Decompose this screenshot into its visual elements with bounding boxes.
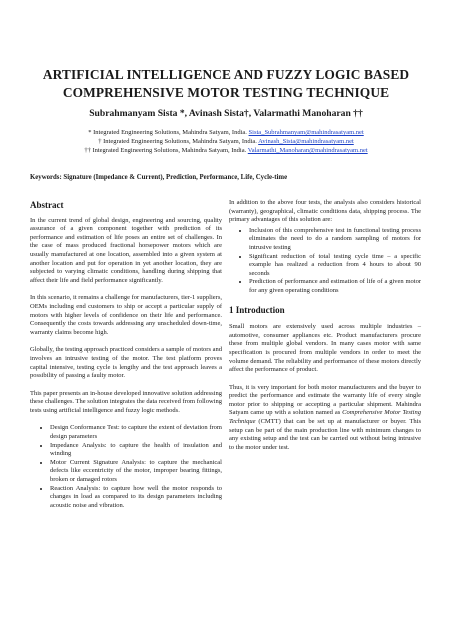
list-item: • Impedance Analysis: to capture the health of insulation and winding [50, 442, 222, 459]
affiliation-text: Integrated Engineering Solutions, Mahindra Satyam, India. [93, 129, 249, 136]
paragraph-text: (CMTT) that can be set up at manufacturer or buyer. This setup can be part of the main production line with minimum changes to any existing setup and the test can be carried out without being intrusive to the motor under test. [229, 418, 421, 451]
introduction-paragraph-1: Small motors are extensively used across multiple industries – automotive, consumer appliances etc. Product manufacturers procure these from multiple global vendors. In many cases motor with same specification is procured from multiple vendors in order to meet the volume demand. The reliability and performance of these motors directly affect the performance of product. [229, 323, 421, 374]
keywords-line: Keywords: Signature (Impedance & Current), Prediction, Performance, Life, Cycle-time [30, 174, 288, 181]
email-link[interactable]: Sista_Subrahmanyam@mahindrasatyam.net [248, 129, 364, 136]
affiliation-text: Integrated Engineering Solutions, Mahindra Satyam, India. [92, 147, 248, 154]
abstract-paragraph-1: In the current trend of global design, engineering and sourcing, quality assurance of a given component together with prediction of its performance and estimation of life poses an entire set of challenges. In the case of mass produced fractional horsepower motors which are usually manufactured at one location, assembled into a given system at another location and put for operation in yet another location, they are subjected to varying climatic conditions, handling during shipping that affect their life and field performance significantly. [30, 216, 222, 284]
affiliation-1 [20, 128, 432, 137]
author-list: Subrahmanyam Sista *, Avinash Sista†, Valarmathi Manoharan †† [89, 108, 363, 119]
affiliation-mark: * [88, 129, 92, 136]
abstract-paragraph-3: Globally, the testing approach practiced considers a sample of motors and involves an intrusive testing of the motor. The test platform proves capital intensive, testing cycle is lengthy and the test approach leaves a possibility of passing a faulty motor. [30, 346, 222, 380]
affiliation-list [20, 128, 432, 155]
list-item: • Significant reduction of total testing cycle time – a specific example has realized a reduction from 4 hours to about 90 seconds [249, 253, 421, 279]
left-column [30, 199, 222, 516]
abstract-heading: Abstract [30, 200, 64, 210]
title-line-1: ARTIFICIAL INTELLIGENCE AND FUZZY LOGIC BASED [42, 67, 410, 82]
paragraph-text: Thus, it is very important for both motor manufacturers and the buyer to predict the performance and estimate the warranty life of every single motor prior to shipping or accepting a particular shipment. Mahindra Satyam came up with a solution named as [229, 383, 421, 417]
list-item: • Design Conformance Test: to capture the extent of deviation from design parameters [50, 424, 222, 441]
email-link[interactable]: Avinash_Sista@mahindrasatyam.net [258, 138, 354, 145]
affiliation-mark: † [98, 138, 102, 145]
advantages-list [229, 227, 421, 296]
technique-name: Comprehensive Motor Testing Technique [229, 409, 421, 426]
list-item: • Inclusion of this comprehensive test in functional testing process eliminates the need to do a random sampling of motors for intrusive testing [249, 227, 421, 253]
paper-title [20, 66, 432, 102]
affiliation-text: Integrated Engineering Solutions, Mahindra Satyam, India. [103, 138, 259, 145]
test-list [30, 424, 222, 510]
affiliation-mark: †† [84, 147, 91, 154]
affiliation-2 [20, 137, 432, 146]
list-item: • Reaction Analysis: to capture how well the motor responds to changes in load as compared to its design parameters including acoustic noise and vibration. [50, 485, 222, 511]
abstract-paragraph-2: In this scenario, it remains a challenge for manufacturers, tier-1 suppliers, OEMs including end customers to ship or accept a particular supply of motors with higher levels of confidence on their life and performance. Consequently the costs towards addressing any unscheduled down-time, warranty claims become high. [30, 294, 222, 336]
title-line-2: COMPREHENSIVE MOTOR TESTING TECHNIQUE [62, 85, 390, 100]
list-item: • Motor Current Signature Analysis: to capture the mechanical defects like eccentricity of the motor, improper bearing fittings, broken or damaged rotors [50, 459, 222, 485]
abstract-paragraph-4: This paper presents an in-house developed innovative solution addressing these challenges. The solution integrates the data received from following tests using artificial intelligence and fuzzy logic methods. [30, 389, 222, 414]
introduction-heading: 1 Introduction [229, 304, 285, 315]
introduction-paragraph-2 [229, 384, 421, 453]
right-paragraph-1: In addition to the above four tests, the analysis also considers historical (warranty), geographical, climatic conditions data, shipping process. The primary advantages of this solution are: [229, 199, 421, 224]
list-item: • Prediction of performance and estimation of life of a given motor for any given operating conditions [249, 278, 421, 295]
right-column [229, 199, 421, 461]
email-link[interactable]: Valarmathi_Manoharan@mahindrasatyam.net [247, 147, 368, 154]
affiliation-3 [20, 146, 432, 155]
